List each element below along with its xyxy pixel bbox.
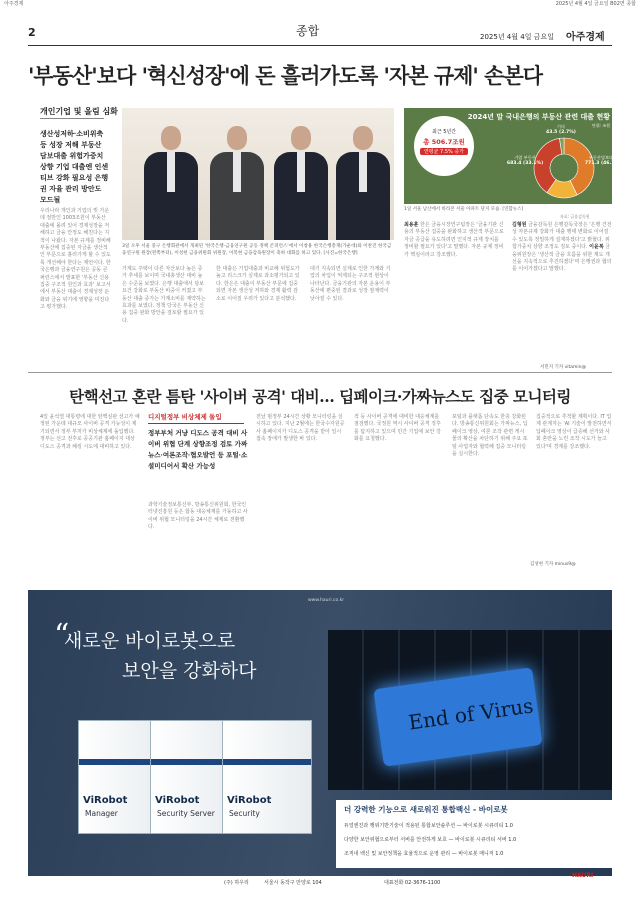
article2-headline: 탄핵선고 혼란 틈탄 '사이버 공격' 대비… 딥페이크·가짜뉴스도 집중 모니터링 — [69, 387, 571, 406]
col6-text-b: 금융위원장은 '생산적 금융 흐름을 위한 제도 개선을 지속적으로 추진하겠다'며 은행권과 협의를 이어가겠다고 말했다. — [512, 244, 612, 273]
ad-headline-2: 보안을 강화하다 — [122, 660, 257, 682]
issue-date: 2025년 4월 4일 금요일 — [480, 33, 554, 41]
donut-value-1: 304.1 (18.1%) — [542, 209, 580, 215]
col6-text: 금융감독원 은행감독국장은 '은행 건전성 자본규제 강화가 대출 행태 변화로 이어질 수 있도록 정밀하게 설계하겠다'고 밝혔다. 위험가중치 상향 조정도 검토 중이다. — [512, 222, 612, 251]
article2-deck: 정부부처 거냥 디도스 공격 대비 사이버 위협 단계 상향조정 검토 가짜뉴스·여론조작·협오발언 등 포털·소셜미디어서 확산 가능성 — [148, 429, 248, 470]
page-header — [0, 22, 640, 44]
col6-lead2: 이윤복 — [589, 244, 604, 251]
article1-headline: '부동산'보다 '혁신성장'에 돈 흘러가도록 '자본 규제' 손본다 — [28, 63, 543, 88]
article1-col5 — [404, 222, 504, 259]
infographic-source: 자료: 금융감독원 — [560, 214, 590, 219]
section-label: 종합 — [296, 24, 320, 38]
box-stripe — [223, 759, 311, 765]
hauri-logo: HAURI — [572, 872, 594, 879]
product-name: ViRobot — [227, 795, 272, 806]
article2-col6: 집중적으로 추적할 계획이다. IT 업계 관계자는 'AI 기술이 발전하면서 딥페이크 영상이 급증해 선거와 사회 혼란을 노린 조작 시도가 늘고 있다'며 경계를 강조했다. — [536, 414, 612, 450]
top-brand: 아주경제 — [4, 1, 24, 7]
badge-line2: 총 506.7조원 — [423, 138, 465, 146]
col5-lead: 최용훈 — [404, 222, 419, 228]
article1-col3: 한 대출은 기업대출과 비교해 위험도가 높고 리스크가 실제로 과소평가되고 있다. 한은은 대출이 부동산 부문에 집중되면 자본 생산성 저하와 경제 활력 감소로 이어질 우려가 있다고 분석했다. — [216, 266, 300, 302]
article1-col4: 대기 지속되면 실제로 인한 가계와 기업의 차입이 억제되는 구조적 현상이 나타난다. 금융기관의 자본 운용이 부동산에 편중된 결과로 성장 잠재력이 낮아질 수 있다. — [310, 266, 391, 302]
subhead-rule — [40, 118, 104, 119]
subhead-red-rule — [148, 423, 244, 424]
page-number: 2 — [28, 26, 36, 39]
growth-badge — [414, 116, 474, 176]
donut-label-3: 기타 — [556, 124, 566, 130]
article1-col2: 가계도 주택이 다른 자산보다 높은 증가 추세를 보이며 국내총생산 대비 높은 수준을 보였다. 은행 대출에서 담보 요건 강화로 부동산 비중이 커졌고 부동산 대출 증가는 가계소비를 제약하는 효과를 보였다. 정책 당국은 부동산 신용 집중 완화 방안을 검토할 필요가 있다. — [122, 266, 206, 324]
ad-phone: 대표전화 02-3676-1100 — [384, 880, 441, 886]
product-box-security — [222, 720, 312, 834]
key-text: End of Virus — [406, 693, 535, 735]
ad-headline-1: 새로운 바이로봇으로 — [64, 630, 236, 652]
top-strip — [0, 0, 640, 7]
quote-mark-icon: “ — [54, 618, 70, 653]
article1-col1: 우리나라 개인과 기업의 빚 가운데 절반인 1003조원이 부동산 대출에 몰려 있어 경제성장을 저해하고 금융 안정도 해친다는 지적이 나왔다. 자본 규제를 정비해 부동산에 집중된 자금을 생산적인 부문으로 흘러가게 할 수 있도록 개선해야 한다는 제언이다. 한국은행과 금융연구원은 공동 콘퍼런스에서 발표한 '부동산 신용집중 구조적 원인과 효과' 보고서에서 부동산 대출이 경제성장 둔화와 금융 위기에 영향을 미친다고 평가했다. — [40, 208, 111, 311]
col5-text: 한은 금융시장연구팀장은 '금융기관 신용의 부동산 집중을 완화하고 생산적 부문으로 자금 공급을 유도하려면 인지적 규제 장치를 정비할 필요가 있다'고 말했다. 자본 규제 정비가 핵심이라고 강조했다. — [404, 222, 504, 258]
badge-line3: 연평균 7.5% 증가 — [420, 148, 468, 155]
person-4 — [336, 126, 390, 240]
person-3 — [274, 126, 328, 240]
article2-col1: 4일 윤석열 대통령에 대한 탄핵심판 선고가 예정된 가운데 대규모 사이버 공격 가능성이 제기되면서 정부 부처가 비상체제에 돌입했다. 정부는 선고 전후로 공공기관 홈페이지 대상 디도스 공격과 해킹 시도에 대비하고 있다. — [40, 414, 140, 450]
photo-caption: 3일 오후 서울 중구 은행회관에서 개최된 '한국은행-금융연구원 공동 정책 콘퍼런스'에서 이창용 한국은행총재(가운데)와 이찬진 한국금융연구원 원장(왼쪽부터), 이성헌 금융위원회 위원장, 이복현 금융감독원장이 축하 대화를 하고 있다. [사진=한국은행] — [122, 244, 392, 256]
product-name: ViRobot — [155, 795, 200, 806]
loan-donut-chart — [506, 124, 622, 215]
product-sub: Security — [229, 809, 260, 818]
article2-col2: 과학기술정보통신부, 방송통신위원회, 한국인터넷진흥원 등은 합동 대응체계를 가동하고 사이버 위협 모니터링을 24시간 체제로 전환했다. — [148, 502, 248, 531]
article1-photo — [122, 108, 394, 240]
brand-logo: 아주경제 — [566, 32, 605, 43]
product-sub: Security Server — [157, 809, 215, 818]
person-1 — [144, 126, 198, 240]
ad-bullet-1: 듀얼엔진과 행위기반기술이 적용된 통합보안솔루션 — 바이로봇 시큐리티 1.0 — [344, 823, 513, 829]
badge-line1: 최근 5년간 — [431, 129, 457, 135]
byline2: 김성현 기자 minus9@ — [530, 562, 576, 567]
section-divider — [28, 372, 612, 373]
donut-label-2: 기업 부동산 — [514, 154, 536, 160]
ad-tagline: 더 강력한 기능으로 새로워진 통합백신 - 바이로봇 — [344, 805, 508, 814]
ad-company: (주) 하우리 — [224, 880, 249, 886]
chart-unit: 단위: 조원 — [592, 123, 611, 128]
article2-col3: 전날 범정부 24시간 상황 모니터링을 실시하고 있다. 지난 2월에는 한국수자원공사 홈페이지가 디도스 공격을 받아 일시 접속 장애가 발생한 바 있다. — [256, 414, 345, 443]
article2-col4: 적 등 사이버 공격에 대비한 대응체계를 점검했다. 국정원 역시 사이버 공격 징후를 탐지하고 있으며 민간 기업에 보안 강화를 요청했다. — [354, 414, 441, 443]
ad-bullet-2: 다양한 보안위협으로부터 서버를 안전하게 보호 — 바이로봇 시큐리티 서버 1.0 — [344, 837, 517, 843]
ad-url[interactable]: www.hauri.co.kr — [308, 598, 345, 603]
infographic-caption: 1일 서울 남산에서 바라본 서울 아파트 단지 모습. [연합뉴스] — [404, 207, 524, 212]
donut-value-2: 683.4 (33.1%) — [506, 160, 544, 166]
header-rule — [28, 45, 612, 46]
article1-col5-wrap — [404, 222, 504, 363]
donut-value-3: 43.5 (2.7%) — [546, 130, 576, 136]
product-name: ViRobot — [83, 795, 128, 806]
donut-label-1: 부동산PF — [552, 203, 570, 209]
col6-lead: 김형원 — [512, 222, 527, 228]
person-2 — [210, 126, 264, 240]
hauri-advertisement[interactable] — [28, 590, 612, 890]
article1-col6 — [512, 222, 612, 274]
ad-address: 서울시 동작구 만양로 104 — [264, 880, 322, 886]
article1-col6-wrap — [512, 222, 612, 363]
infographic-title: 2024년 말 국내은행의 부동산 관련 대출 현황 — [467, 113, 610, 121]
article2-col5: 포털과 플랫폼 단속도 한층 강화된다. 방송통신위원회는 가짜뉴스, 딥페이크 영상, 여론 조작 관련 게시물의 확산을 차단하기 위해 주요 포털 사업자와 협력해 집중 모니터링을 실시한다. — [452, 414, 528, 458]
donut-label-0: 부동산담보대출 — [588, 155, 618, 161]
donut-value-0: 771.3 (46.1%) — [584, 161, 622, 167]
ad-footer — [28, 876, 612, 890]
article1-deck: 생산성저하·소비위축 등 성장 저해 부동산 담보대출 위험가중치 상향 기업 대출엔 인센티브 강화 필요성 은행권 자율 관리 방안도 모드될 — [40, 129, 109, 204]
top-date: 2025년 4월 4일 금요일 B02면 종합 — [555, 1, 636, 7]
article2-subhead: 디지털정부 비상체제 돌입 — [148, 413, 222, 421]
article1-subhead: 개인기업 및 올림 심화 — [40, 107, 118, 116]
product-sub: Manager — [85, 809, 118, 818]
ad-bullet-3: 조직내 백신 및 보안정책을 효율적으로 운영 관리 — 바이로봇 매니저 1.0 — [344, 851, 504, 857]
byline1: 서민지 기자 vitamin@ — [540, 365, 587, 370]
